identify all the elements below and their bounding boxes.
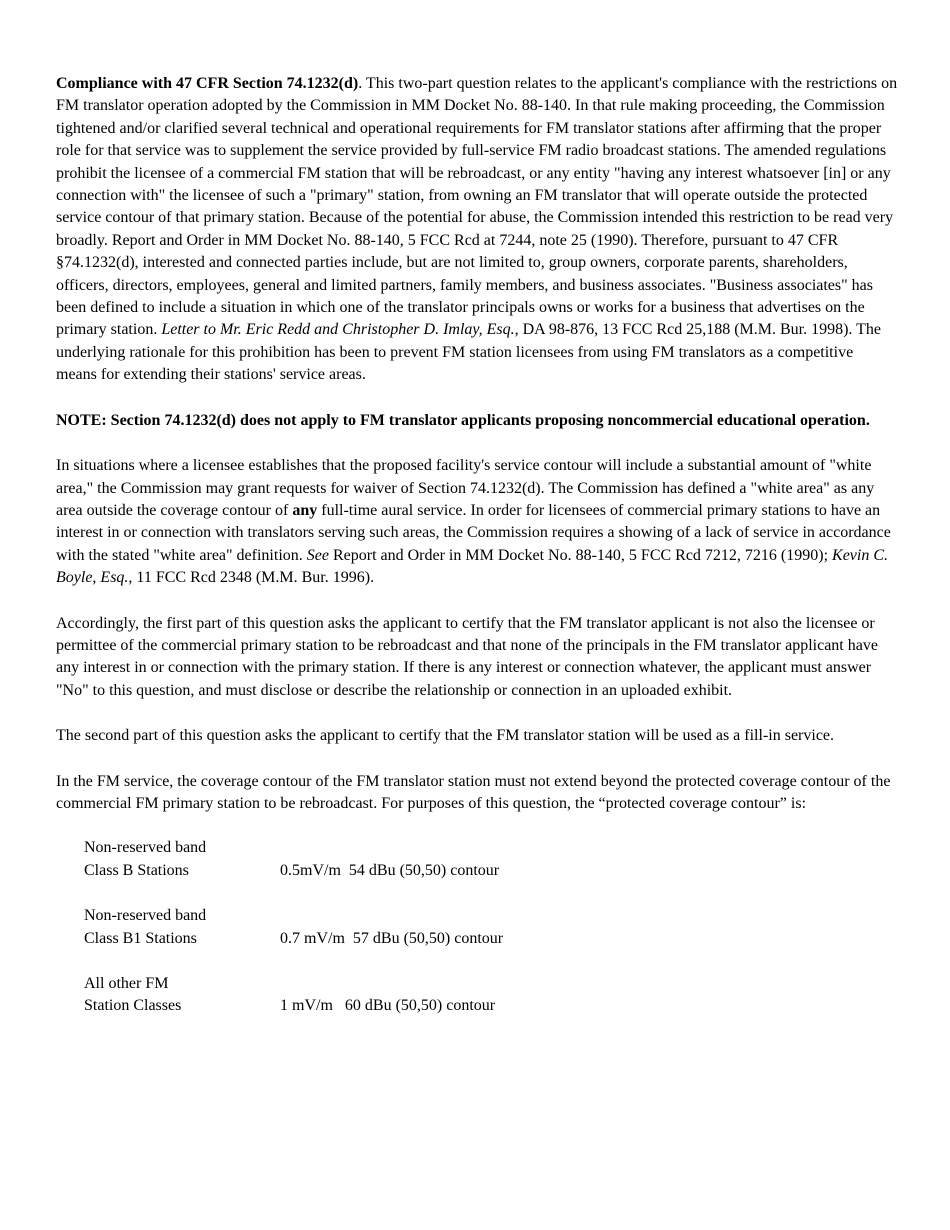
first-part-paragraph: Accordingly, the first part of this question asks the applicant to certify that the FM translator applicant is not also the licensee or permittee of the commercial primary station to be rebroadcast and that none of the principals in the FM translator applicant have any interest in or connection with the primary station. If there is any interest or connection whatever, the applicant must answer "No" to this question, and must disclose or describe the relationship or connection in an uploaded exhibit. [56,614,878,699]
compliance-paragraph [56,73,898,387]
contour-table [84,837,684,1017]
contour-value: 1 mV/m 60 dBu (50,50) contour [280,997,496,1015]
white-area-text-part4: , 11 FCC Rcd 2348 (M.M. Bur. 1996). [128,569,375,587]
white-area-text-part1: In situations where a licensee establishes that the proposed facility's service contour will include a substantial amount of "white area," the Commission may grant requests for waiver of Section 74.1232(d). The Commission has defined a "white area" as any area outside the coverage contour of [56,457,875,519]
white-area-citation: Kevin C. Boyle, Esq. [56,546,889,587]
contour-row [84,837,684,882]
contour-class-line2: Class B Stations [84,861,189,879]
fm-service-paragraph: In the FM service, the coverage contour of the FM translator station must not extend beyond the protected coverage contour of the commercial FM primary station to be rebroadcast. For purposes of this question, the “protected coverage contour” is: [56,772,891,812]
contour-class [84,905,280,950]
note-paragraph [56,410,898,432]
note-text: NOTE: Section 74.1232(d) does not apply to FM translator applicants proposing noncommercial educational operation. [56,411,870,429]
white-area-paragraph [56,455,898,589]
contour-class-line1: All other FM [84,975,169,992]
white-area-bold-any: any [292,501,318,519]
contour-class-line2: Station Classes [84,997,182,1015]
compliance-heading: Compliance with 47 CFR Section 74.1232(d) [56,75,359,92]
contour-value: 0.5mV/m 54 dBu (50,50) contour [280,861,500,879]
contour-class [84,837,280,882]
second-part-paragraph: The second part of this question asks the applicant to certify that the FM translator station will be used as a fill-in service. [56,727,835,745]
white-area-text-part2: full-time aural service. In order for licensees of commercial primary stations to have an interest in or connection with translators serving such areas, the Commission requires a showing of a lack of service in accordance with the stated "white area" definition. [56,501,891,564]
contour-class-line1: Non-reserved band [84,907,207,925]
compliance-text-part2: , DA 98-876, 13 FCC Rcd 25,188 (M.M. Bur. 1998). The underlying rationale for this prohibition has been to prevent FM station licensees from using FM translators as a competitive means for extending their stations' service areas. [56,321,882,384]
document-page [56,73,898,1041]
contour-row [84,905,684,950]
compliance-text-part1: . This two-part question relates to the applicant's compliance with the restrictions on FM translator operation adopted by the Commission in MM Docket No. 88-140. In that rule making proceeding, the Commission tightened and/or clarified several technical and operational requirements for FM translator stations after affirming that the proper role for that service was to supplement the service provided by full-service FM radio broadcast stations. The amended regulations prohibit the licensee of a commercial FM station that will be rebroadcast, or any entity "having any interest whatsoever [in] or any connection with" the licensee of such a "primary" station, from owning an FM translator that will operate outside the protected service contour of that primary station. Because of the potential for abuse, the Commission intended this restriction to be read very broadly. Report and Order in MM Docket No. 88-140, 5 FCC Rcd at 7244, note 25 (1990). Therefore, pursuant to 47 CFR §74.1232(d), interested and connected parties include, but are not limited to, group owners, corporate parents, shareholders, officers, directors, employees, general and limited partners, family members, and business associates. "Business associates" has been defined to include a situation in which one of the translator principals owns or works for a business that advertises on the primary station. [56,75,898,339]
contour-class-line1: Non-reserved band [84,839,207,857]
compliance-citation: Letter to Mr. Eric Redd and Christopher D. Imlay, Esq. [161,321,515,339]
contour-class-line2: Class B1 Stations [84,929,197,947]
contour-value: 0.7 mV/m 57 dBu (50,50) contour [280,929,504,947]
contour-row [84,973,684,1018]
contour-class [84,973,280,1018]
white-area-text-part3: Report and Order in MM Docket No. 88-140, 5 FCC Rcd 7212, 7216 (1990); [328,546,833,564]
white-area-see: See [306,546,329,564]
